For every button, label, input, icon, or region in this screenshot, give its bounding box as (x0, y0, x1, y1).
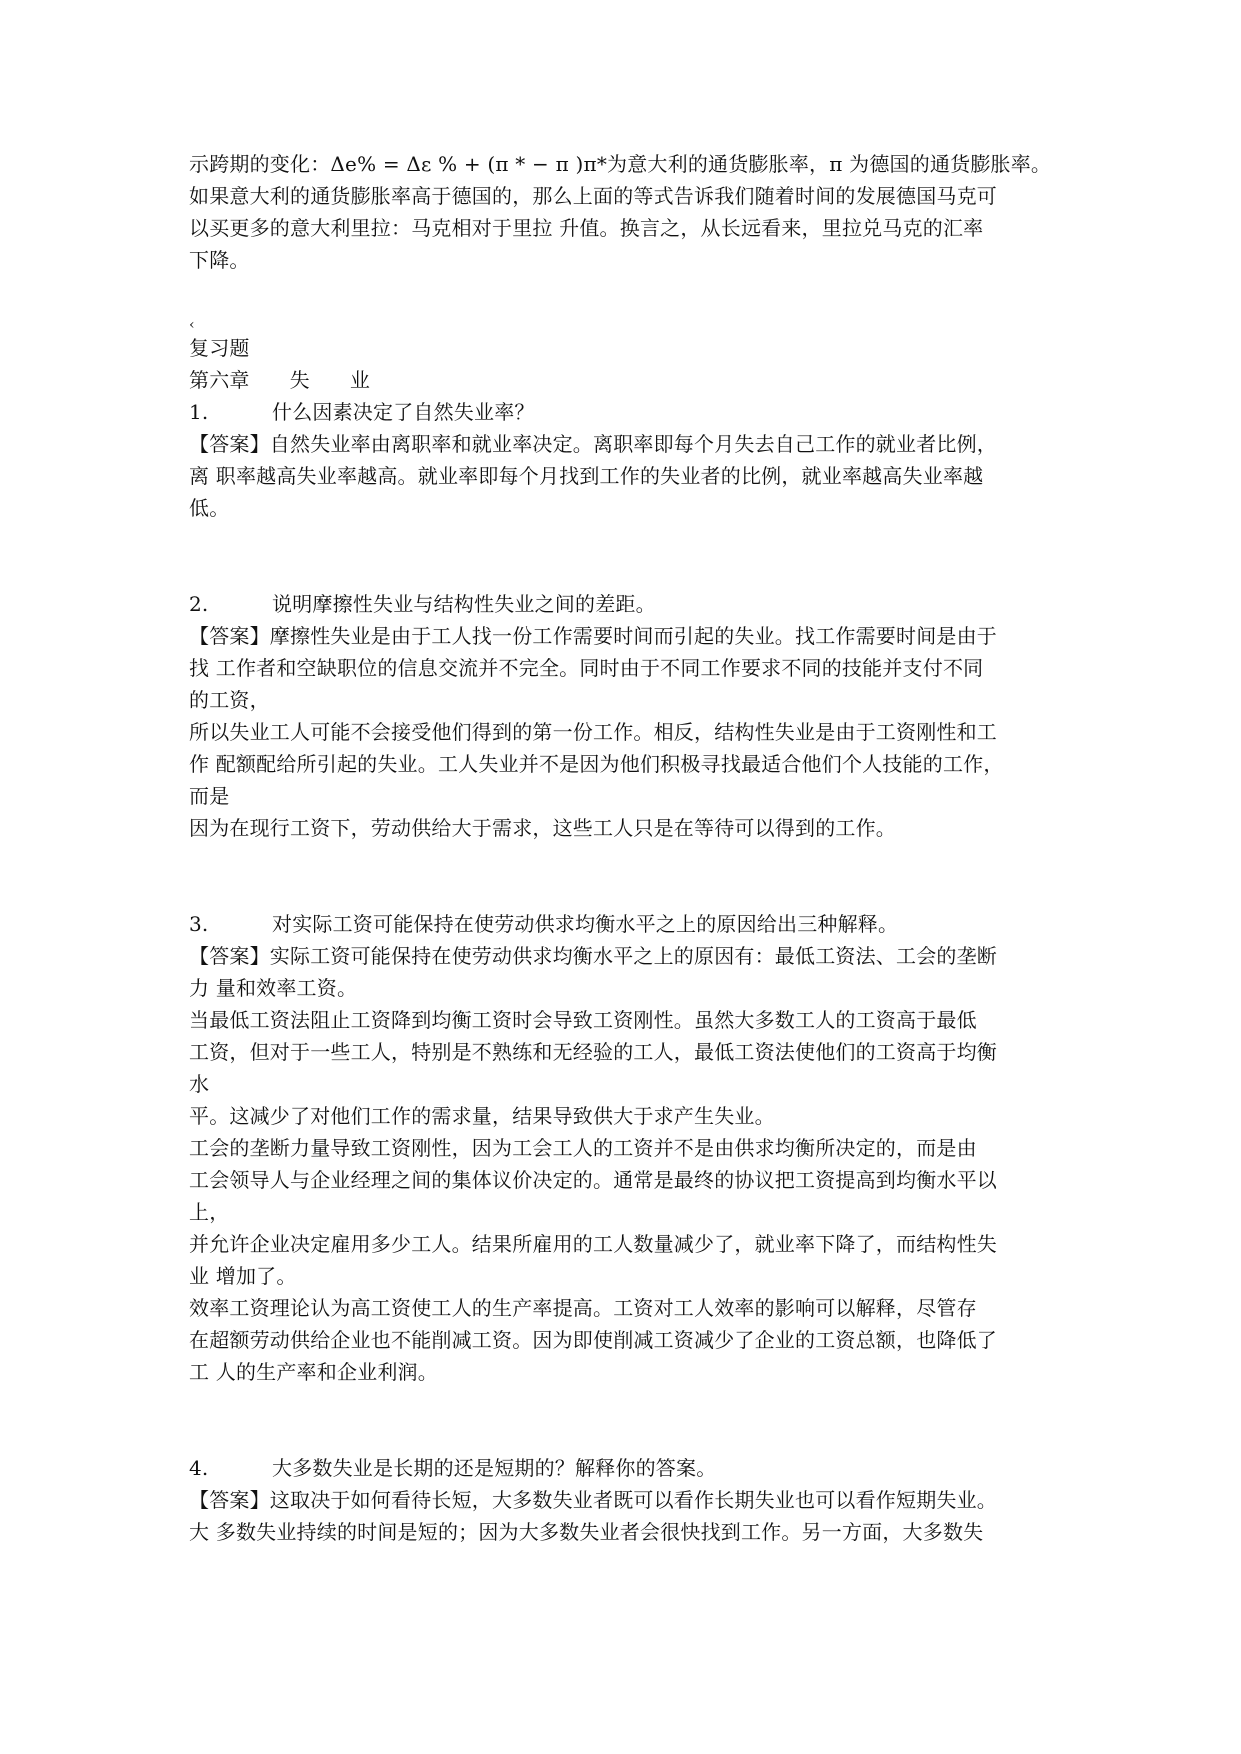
text-line: 示跨期的变化：Δe% = Δε % + (π * − π )π*为意大利的通货膨胀率，π 为德国的通货膨胀率。 (189, 152, 1052, 176)
answer-line: 而是 (189, 784, 230, 808)
answer-line: 工会领导人与企业经理之间的集体议价决定的。通常是最终的协议把工资提高到均衡水平以 (189, 1168, 997, 1192)
chapter-title-char-2: 业 (349, 368, 371, 392)
question-text: 大多数失业是长期的还是短期的？解释你的答案。 (272, 1456, 717, 1480)
answer-line: 【答案】摩擦性失业是由于工人找一份工作需要时间而引起的失业。找工作需要时间是由于 (189, 624, 997, 648)
question-line (189, 908, 1059, 940)
answer-line: 的工资， (189, 688, 270, 712)
question-number: 4. (189, 1456, 209, 1480)
text-line: 下降。 (189, 248, 250, 272)
document-page (189, 148, 1059, 1548)
answer-line: 上， (189, 1200, 230, 1224)
answer-line: 效率工资理论认为高工资使工人的生产率提高。工资对工人效率的影响可以解释，尽管存 (189, 1296, 977, 1320)
answer-line: 【答案】实际工资可能保持在使劳动供求均衡水平之上的原因有：最低工资法、工会的垄断 (189, 944, 997, 968)
answer-line: 工资，但对于一些工人，特别是不熟练和无经验的工人，最低工资法使他们的工资高于均衡 (189, 1040, 997, 1064)
answer-line: 因为在现行工资下，劳动供给大于需求，这些工人只是在等待可以得到的工作。 (189, 816, 896, 840)
text-line: 以买更多的意大利里拉：马克相对于里拉 升值。换言之，从长远看来，里拉兑马克的汇率 (189, 216, 984, 240)
question-number: 1. (189, 400, 209, 424)
question-line (189, 1452, 1059, 1484)
answer-line: 找 工作者和空缺职位的信息交流并不完全。同时由于不同工作要求不同的技能并支付不同 (189, 656, 984, 680)
question-line (189, 396, 1059, 428)
question-text: 说明摩擦性失业与结构性失业之间的差距。 (272, 592, 656, 616)
answer-line: 离 职率越高失业率越高。就业率即每个月找到工作的失业者的比例，就业率越高失业率越 (189, 464, 984, 488)
question-number: 3. (189, 912, 209, 936)
chapter-title-char-1: 失 (289, 368, 310, 392)
answer-line: 在超额劳动供给企业也不能削减工资。因为即使削减工资减少了企业的工资总额，也降低了 (189, 1328, 997, 1352)
answer-line: 平。这减少了对他们工作的需求量，结果导致供大于求产生失业。 (189, 1104, 775, 1128)
question-block (189, 396, 1059, 524)
question-text: 什么因素决定了自然失业率？ (272, 400, 535, 424)
answer-line: 【答案】这取决于如何看待长短，大多数失业者既可以看作长期失业也可以看作短期失业。 (189, 1488, 997, 1512)
question-text: 对实际工资可能保持在使劳动供求均衡水平之上的原因给出三种解释。 (272, 912, 899, 936)
answer-line: 水 (189, 1072, 210, 1096)
chapter-label: 第六章 (189, 368, 250, 392)
answer-line: 并允许企业决定雇用多少工人。结果所雇用的工人数量减少了，就业率下降了，而结构性失 (189, 1232, 997, 1256)
question-block (189, 588, 1059, 844)
answer-line: 作 配额配给所引起的失业。工人失业并不是因为他们积极寻找最适合他们个人技能的工作， (189, 752, 1004, 776)
answer-line: 【答案】自然失业率由离职率和就业率决定。离职率即每个月失去自己工作的就业者比例， (189, 432, 997, 456)
answer-line: 工 人的生产率和企业利润。 (189, 1360, 438, 1384)
intro-paragraph (189, 148, 1059, 276)
answer-line: 低。 (189, 496, 230, 520)
answer-line: 当最低工资法阻止工资降到均衡工资时会导致工资刚性。虽然大多数工人的工资高于最低 (189, 1008, 977, 1032)
question-block (189, 908, 1059, 1388)
answer-line: 所以失业工人可能不会接受他们得到的第一份工作。相反，结构性失业是由于工资刚性和工 (189, 720, 997, 744)
answer-line: 大 多数失业持续的时间是短的；因为大多数失业者会很快找到工作。另一方面，大多数失 (189, 1520, 984, 1544)
question-block (189, 1452, 1059, 1548)
answer-line: 力 量和效率工资。 (189, 976, 358, 1000)
question-number: 2. (189, 592, 209, 616)
stray-mark: ‹ (189, 317, 195, 333)
text-line: 如果意大利的通货膨胀率高于德国的，那么上面的等式告诉我们随着时间的发展德国马克可 (189, 184, 997, 208)
answer-line: 业 增加了。 (189, 1264, 297, 1288)
chapter-heading (189, 364, 1059, 396)
question-line (189, 588, 1059, 620)
answer-line: 工会的垄断力量导致工资刚性，因为工会工人的工资并不是由供求均衡所决定的，而是由 (189, 1136, 977, 1160)
section-title: 复习题 (189, 336, 250, 360)
